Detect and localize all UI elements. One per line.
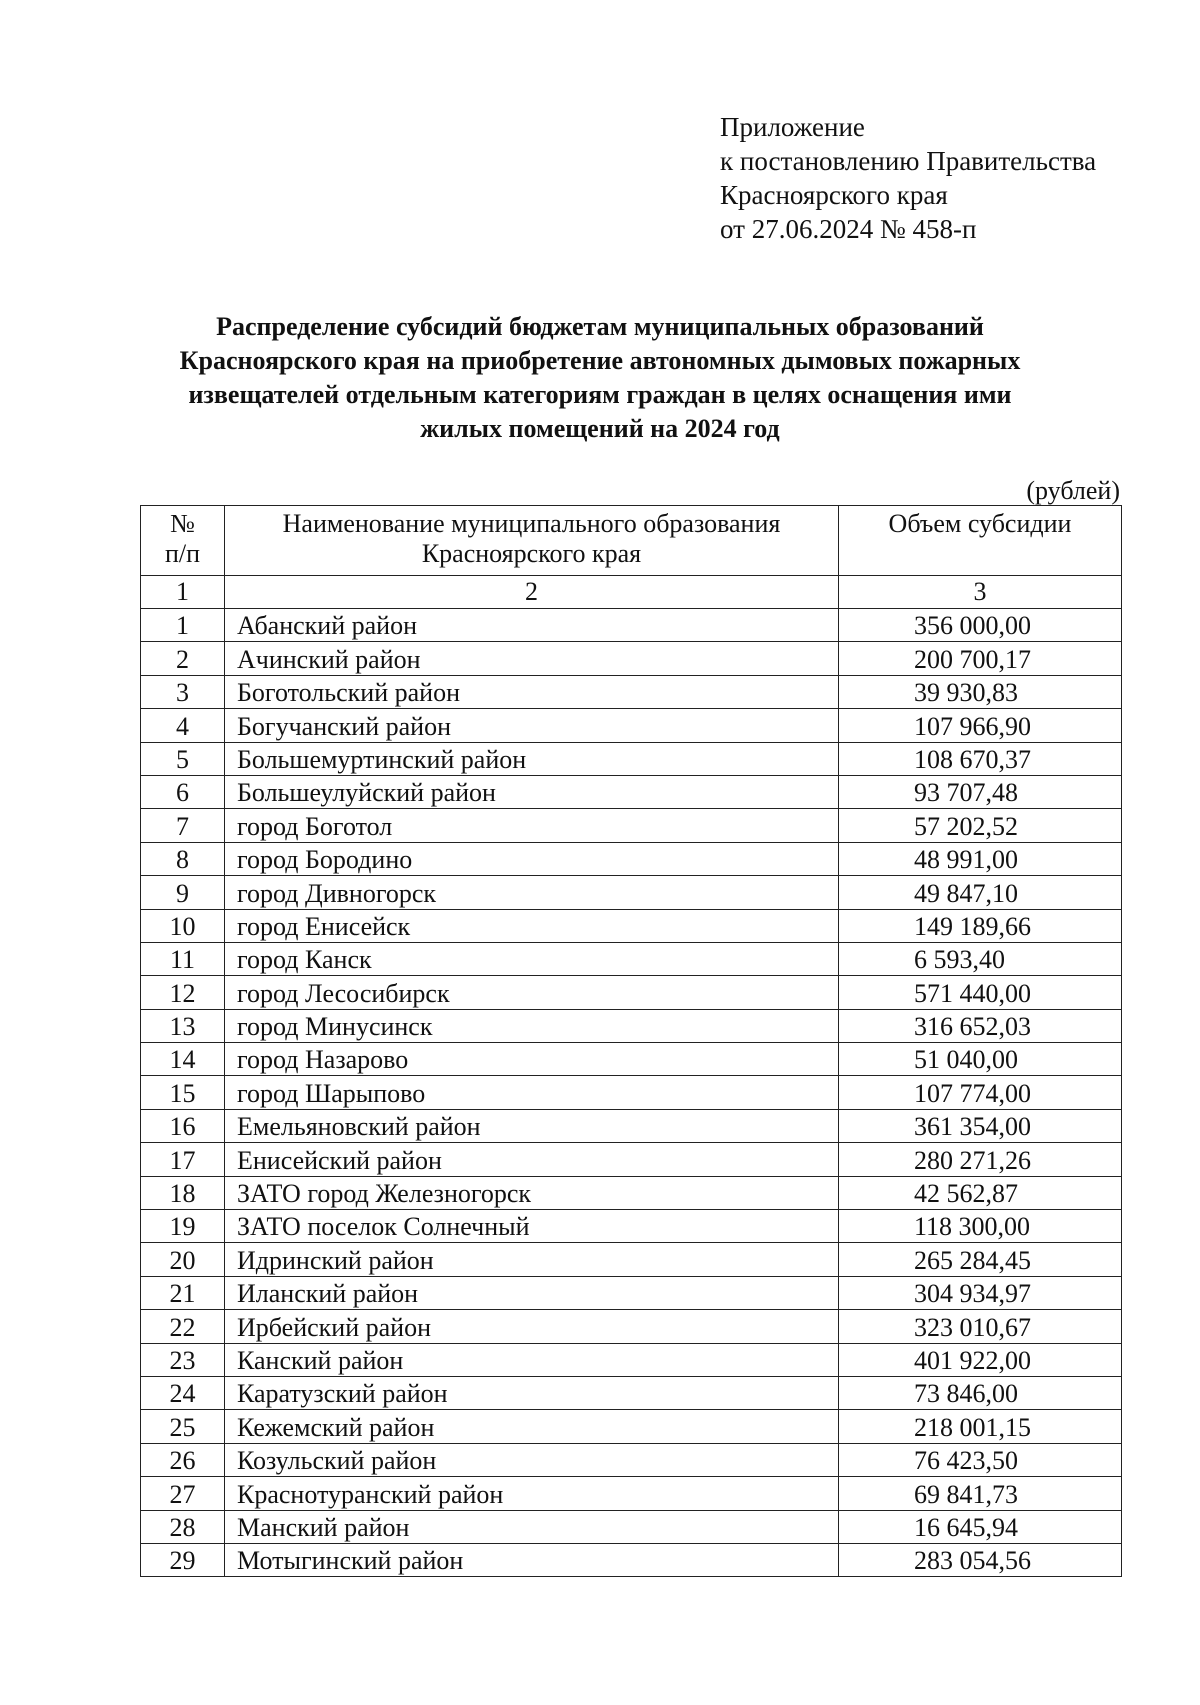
row-amount: 39 930,83 [839,675,1122,708]
table-row [141,1443,1122,1476]
row-amount: 401 922,00 [839,1343,1122,1376]
table-row [141,1043,1122,1076]
row-amount: 316 652,03 [839,1009,1122,1042]
row-name: Абанский район [225,609,839,642]
table-row [141,1210,1122,1243]
row-name: Каратузский район [225,1376,839,1409]
appendix-line: Красноярского края [720,180,948,210]
row-name: город Лесосибирск [225,976,839,1009]
row-number: 15 [141,1076,225,1109]
row-number: 28 [141,1510,225,1543]
appendix-line: к постановлению Правительства [720,146,1097,176]
table-header-row [141,506,1122,576]
row-name: ЗАТО поселок Солнечный [225,1210,839,1243]
row-number: 1 [141,609,225,642]
row-number: 9 [141,876,225,909]
header-name-line1: Наименование муниципального образования [282,509,781,538]
row-name: Ирбейский район [225,1310,839,1343]
row-number: 8 [141,842,225,875]
appendix-line: от 27.06.2024 № 458-п [720,214,977,244]
table-row [141,909,1122,942]
table-row [141,1310,1122,1343]
table-row [141,1543,1122,1576]
row-name: город Минусинск [225,1009,839,1042]
units-label: (рублей) [1026,476,1120,505]
row-number: 14 [141,1043,225,1076]
title-line: Распределение субсидий бюджетам муниципальных образований [216,312,984,341]
row-amount: 57 202,52 [839,809,1122,842]
row-amount: 93 707,48 [839,775,1122,808]
row-name: Козульский район [225,1443,839,1476]
row-number: 2 [141,642,225,675]
row-amount: 16 645,94 [839,1510,1122,1543]
table-row [141,876,1122,909]
row-name: Ачинский район [225,642,839,675]
row-number: 19 [141,1210,225,1243]
table-row [141,1009,1122,1042]
row-name: город Енисейск [225,909,839,942]
row-amount: 49 847,10 [839,876,1122,909]
header-amount: Объем субсидии [839,506,1122,576]
row-amount: 48 991,00 [839,842,1122,875]
row-name: город Канск [225,942,839,975]
row-name: Краснотуранский район [225,1477,839,1510]
table-row [141,1410,1122,1443]
row-amount: 76 423,50 [839,1443,1122,1476]
row-name: город Боготол [225,809,839,842]
subsidy-table [140,505,1122,1577]
row-amount: 108 670,37 [839,742,1122,775]
row-amount: 73 846,00 [839,1376,1122,1409]
header-name [225,506,839,576]
row-amount: 42 562,87 [839,1176,1122,1209]
row-number: 18 [141,1176,225,1209]
row-name: город Шарыпово [225,1076,839,1109]
row-name: Идринский район [225,1243,839,1276]
row-name: Большеулуйский район [225,775,839,808]
table-row [141,1343,1122,1376]
table-row [141,642,1122,675]
table-row [141,809,1122,842]
title-line: Красноярского края на приобретение автономных дымовых пожарных [179,346,1021,375]
row-amount: 6 593,40 [839,942,1122,975]
row-name: Енисейский район [225,1143,839,1176]
table-row [141,842,1122,875]
table-row [141,1076,1122,1109]
column-index-row [141,576,1122,609]
table-row [141,1176,1122,1209]
row-number: 5 [141,742,225,775]
row-amount: 107 966,90 [839,709,1122,742]
row-name: Канский район [225,1343,839,1376]
table-row [141,1243,1122,1276]
title-line: жилых помещений на 2024 год [420,414,780,443]
table-row [141,942,1122,975]
table-row [141,1109,1122,1142]
header-num [141,506,225,576]
row-name: ЗАТО город Железногорск [225,1176,839,1209]
row-name: Большемуртинский район [225,742,839,775]
row-amount: 323 010,67 [839,1310,1122,1343]
row-name: Иланский район [225,1276,839,1309]
row-amount: 304 934,97 [839,1276,1122,1309]
row-amount: 571 440,00 [839,976,1122,1009]
table-row [141,742,1122,775]
row-name: город Бородино [225,842,839,875]
row-name: Емельяновский район [225,1109,839,1142]
table-row [141,1477,1122,1510]
header-name-line2: Красноярского края [421,539,642,568]
appendix-line: Приложение [720,112,865,142]
table-row [141,775,1122,808]
row-amount: 356 000,00 [839,609,1122,642]
row-name: Боготольский район [225,675,839,708]
column-index: 1 [141,576,225,609]
title-line: извещателей отдельным категориям граждан в целях оснащения ими [188,380,1012,409]
row-amount: 107 774,00 [839,1076,1122,1109]
row-name: Мотыгинский район [225,1543,839,1576]
row-name: город Назарово [225,1043,839,1076]
appendix-block [720,110,1096,246]
row-amount: 200 700,17 [839,642,1122,675]
row-number: 12 [141,976,225,1009]
row-number: 24 [141,1376,225,1409]
row-number: 7 [141,809,225,842]
row-amount: 69 841,73 [839,1477,1122,1510]
row-number: 22 [141,1310,225,1343]
table-row [141,609,1122,642]
row-number: 16 [141,1109,225,1142]
table-row [141,976,1122,1009]
row-number: 26 [141,1443,225,1476]
row-name: Кежемский район [225,1410,839,1443]
row-number: 17 [141,1143,225,1176]
row-number: 3 [141,675,225,708]
table-row [141,1143,1122,1176]
row-name: Богучанский район [225,709,839,742]
row-number: 10 [141,909,225,942]
column-index: 3 [839,576,1122,609]
row-amount: 283 054,56 [839,1543,1122,1576]
row-amount: 265 284,45 [839,1243,1122,1276]
header-num-line1: № [170,509,195,538]
table-row [141,1510,1122,1543]
row-number: 23 [141,1343,225,1376]
row-amount: 361 354,00 [839,1109,1122,1142]
table-row [141,675,1122,708]
row-amount: 218 001,15 [839,1410,1122,1443]
table-row [141,1276,1122,1309]
table-row [141,1376,1122,1409]
row-number: 25 [141,1410,225,1443]
row-amount: 51 040,00 [839,1043,1122,1076]
document-title [150,310,1050,446]
row-amount: 149 189,66 [839,909,1122,942]
row-number: 21 [141,1276,225,1309]
row-number: 29 [141,1543,225,1576]
header-num-line2: п/п [164,539,201,568]
row-amount: 118 300,00 [839,1210,1122,1243]
table-body [141,609,1122,1577]
row-number: 6 [141,775,225,808]
row-name: Манский район [225,1510,839,1543]
row-number: 13 [141,1009,225,1042]
column-index: 2 [225,576,839,609]
row-amount: 280 271,26 [839,1143,1122,1176]
row-number: 27 [141,1477,225,1510]
row-number: 11 [141,942,225,975]
row-number: 4 [141,709,225,742]
table-row [141,709,1122,742]
row-number: 20 [141,1243,225,1276]
row-name: город Дивногорск [225,876,839,909]
